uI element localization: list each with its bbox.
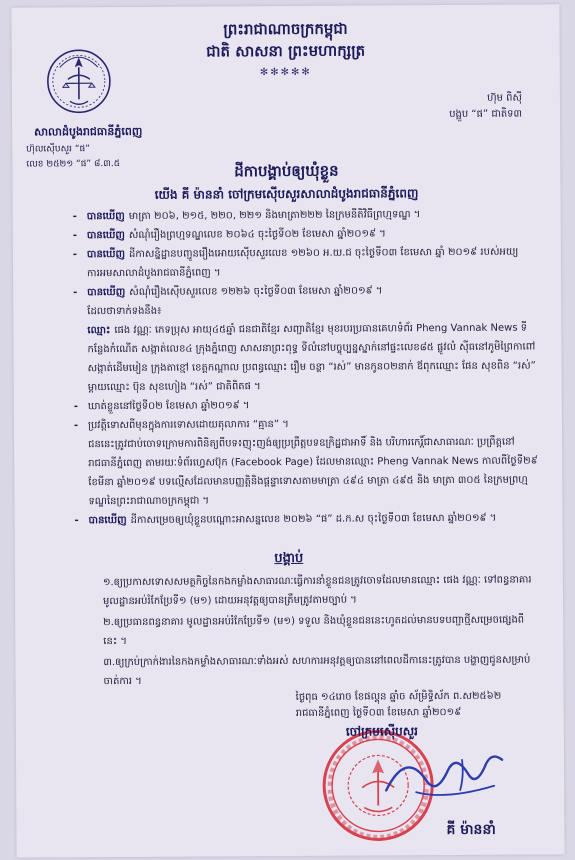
document-body: [73, 204, 543, 530]
solar-date: រាជធានីភ្នំពេញ ថ្ងៃទី០៣ ខែមេសា ឆ្នាំ២០១៩: [295, 706, 462, 719]
consideration-item: [73, 242, 541, 283]
consideration-label: បានឃើញ: [86, 229, 125, 242]
consideration-label: បានឃើញ: [88, 514, 127, 527]
document-title: ដីកាបង្គាប់ឲ្យឃុំខ្លួន: [234, 161, 339, 181]
decides-heading: បង្គាប់: [274, 550, 304, 567]
bullet-dash: -: [73, 287, 78, 299]
consideration-label: បានឃើញ: [86, 248, 126, 261]
court-name: សាលាដំបូងរាជធានីភ្នំពេញ: [34, 124, 143, 139]
consideration-text: មាត្រា ២០៦, ២១៥, ២២០, ២២១ និងមាត្រា២២២ នៃក្រមនីតិវិធីព្រហ្មទណ្ឌ ។: [128, 209, 421, 222]
lunar-date: ថ្ងៃពុធ ១៤រោច ខែផល្គុន ឆ្នាំច ស័ម្រិទ្ធិស័ក ព.ស២៥៦២: [295, 690, 502, 703]
consideration-label: បានឃើញ: [86, 210, 125, 223]
court-emblem-icon: [46, 43, 112, 119]
decision-item: ១.ឲ្យប្រកាសទោសសមត្ថកិច្ចនៃកងកម្លាំងសាធារណៈធ្វើការនាំខ្លួនជនត្រូវចោទដែលមានឈ្មោះ ផេង វណ្ណៈ ទៅពន្ធនាគារ មូលដ្ឋានអប់រំកែប្រែទី១ (ម១) ដោយអនុវត្តឲ្យបានត្រឹមត្រូវតាមច្បាប់ ។: [102, 574, 532, 608]
case-ref-line1: ហ៊ុម ពិស៊ី: [487, 92, 523, 104]
decisions-list: [75, 570, 538, 693]
bullet-dash: -: [72, 249, 78, 261]
consideration-text: ដីកាសន្និដ្ឋានបញ្ជូនរឿងអោយស៊ើបសួរលេខ ១២៦០ អ.យ.ជ ចុះថ្ងៃទី០៣ ខែមេសា ឆ្នាំ ២០១៩ របស់អយ្យការអមសាលាដំបូងរាជធានីភ្នំពេញ ។: [87, 246, 519, 280]
custody-text: ឃាត់ខ្លួននៅថ្ងៃទី០២ ខែមេសា ឆ្នាំ២០១៩ ។: [87, 400, 250, 413]
charge-text: ជននេះត្រូវជាប់ចោទក្រោមការពិនិត្យពីបទ៖ញុះញង់ឲ្យប្រព្រឹត្តបទឧក្រិដ្ឋជាអាទិ៍ និង បរិហារកេរ្តិ៍ជាសាធារណៈ ប្រព្រឹត្តនៅរាជធានីភ្នំពេញ តាមរយៈទំព័រហ្វេសប៊ុក (Facebook Page) ដែលមានឈ្មោះ Pheng Vannak News កាលពីថ្ងៃទី២៩ ខែមីនា ឆ្នាំ២០១៩ បទល្មើសដែលមានបញ្ញត្តិនិងផ្តន្ទាទោសតាមមាត្រា ៤៩៤ មាត្រា ៤៩៥ និង មាត្រា ៣០៥ នៃក្រមព្រហ្មទណ្ឌនៃព្រះរាជាណាចក្រកម្ពុជា ។: [88, 436, 538, 508]
case-reference: [449, 91, 522, 123]
bullet-dash: -: [73, 420, 79, 432]
consideration-text: សំណុំរឿងស៊ើបសួរលេខ ១២២៦ ចុះថ្ងៃទី០៣ ខែមេសា ឆ្នាំ២០១៩ ។: [129, 285, 383, 298]
header-ornament: ✻✻✻✻✻: [259, 66, 312, 79]
motto: ជាតិ សាសនា ព្រះមហាក្សត្រ: [206, 41, 366, 61]
final-consideration: [74, 508, 542, 530]
whereas-label: ដែលថាទាក់ទងនឹង៖: [87, 305, 162, 318]
bullet-dash: -: [74, 515, 79, 527]
consideration-text: សំណុំរឿងព្រហ្មទណ្ឌលេខ ២០៦៤ ចុះថ្ងៃទី០២ ខែមេសា ឆ្នាំ២០១៩ ។: [128, 228, 386, 241]
signer-name: គី ម៉ាននាំ: [446, 821, 496, 839]
date-block: [296, 688, 546, 722]
court-office: ហ៊ុលស៊ើបសួរ “ផ”: [26, 144, 90, 155]
kingdom-title: ព្រះរាជាណាចក្រកម្ពុជា: [223, 19, 348, 39]
custody-text: ប្រវត្តិទោសពីមុនក្នុងការទោសដោយតុលាការ “គ្មាន” ។: [87, 418, 289, 432]
issuer-line: យើង គី ម៉ាននាំ ចៅក្រមស៊ើបសួរសាលាដំបូងរាជធានីភ្នំពេញ: [154, 186, 419, 202]
court-number: លេខ ២៥២១ “ផ” ៨.៣.៥: [26, 159, 121, 170]
decision-item: ៣.ឲ្យក្រប់ក្រាក់ងារនៃកងកម្លាំងសាធារណៈទាំងអស់ សហការអនុវត្តឲ្យបាននៅពេលដីកានេះត្រូវបាន បង្ហាញជូនសម្រាប់ចាត់ការ ។: [103, 654, 531, 688]
signature-icon: [376, 740, 516, 811]
consideration-label: បានឃើញ: [87, 286, 126, 299]
consideration-text: ដីកាសម្រេចឲ្យឃុំខ្លួនបណ្តោះអាសន្នលេខ ២០២៦ “ផ” ដ.ក.ស ចុះថ្ងៃទី០៣ ខែមេសា ឆ្នាំ២០១៩ ។: [130, 512, 497, 526]
bullet-dash: -: [72, 230, 77, 242]
case-ref-line2: បង្អួប “ផ” ជាតិទ៣: [449, 108, 523, 121]
bullet-dash: -: [72, 211, 77, 223]
accused-label: ឈ្មោះ: [87, 325, 111, 337]
signer-title: ចៅក្រមស៊ើបសួរ: [345, 724, 419, 739]
accused-details: [73, 318, 541, 397]
bullet-dash: -: [73, 401, 79, 413]
decision-item: ២.ឲ្យប្រធានពន្ធនាគារ មូលដ្ឋានអប់រំកែប្រែទី១ (ម១) ទទួល និងឃុំខ្លួនជននេះហូតដល់មានបទបញ្ជាថ្មីសម្រេចផ្សេងពីនេះ ។: [103, 614, 525, 648]
accused-text: ផេង វណ្ណៈ ភេទប្រុស អាយុ៤៥ឆ្នាំ ជនជាតិខ្មែរ សញ្ជាតិខ្មែរ មុខរបរប្រធានគេហទំព័រ Pheng Vannak News ទីកន្លែងកំណើត សង្កាត់លេខ៤ ក្រុងភ្នំពេញ សាសនាព្រះពុទ្ធ ទីលំនៅបច្ចុប្បន្នស្នាក់នៅផ្ទះលេខ៨៥ ផ្លូវលំ ស៊ីធនៅភូមិព្រៃកាពៅ សង្កាត់ដើមមៀន ក្រុងតាខ្មៅ ខេត្តកណ្តាល ប្រពន្ធឈ្មោះ រឿម ចន្ថា “រស់” មានកូន០២នាក់ ឪពុកឈ្មោះ ផែន សុខពិន “រស់” ម្តាយឈ្មោះ ប៊ុន សុខហៀង “រស់” ជាតិពិតផ ។: [87, 322, 536, 394]
document-page: [11, 4, 564, 857]
